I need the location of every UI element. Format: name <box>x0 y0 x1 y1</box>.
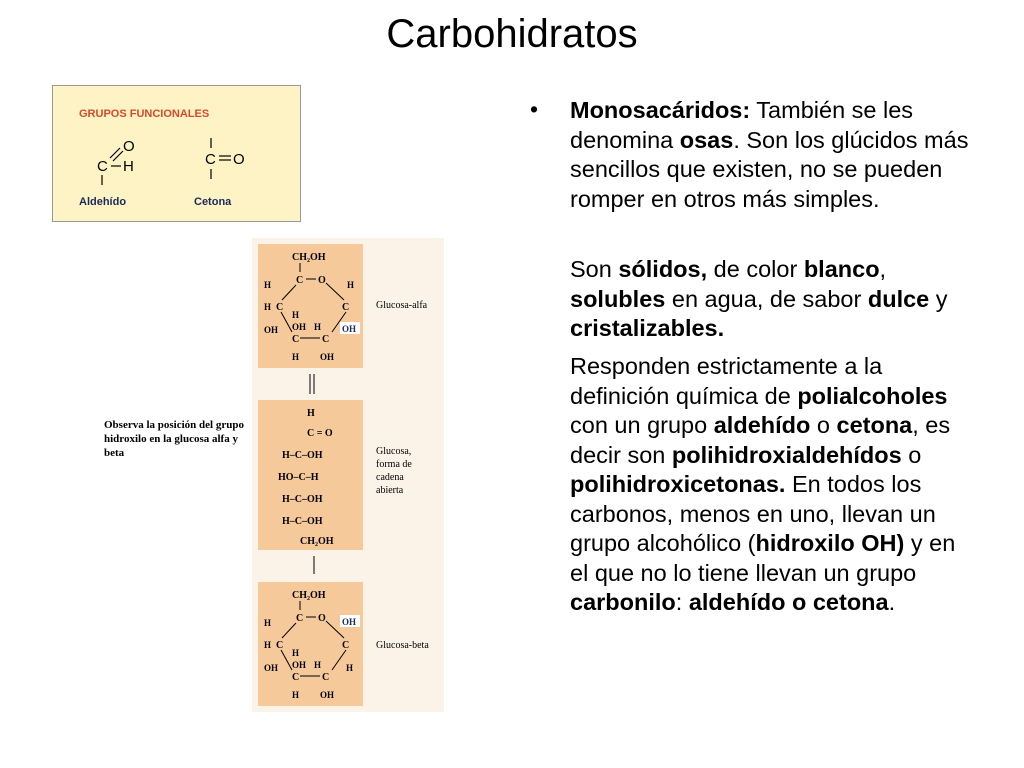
ketone-o: O <box>233 151 245 168</box>
svg-text:H: H <box>314 660 322 670</box>
p3-polihidroxialdehidos: polihidroxialdehídos <box>671 441 902 468</box>
svg-text:OH: OH <box>342 617 357 627</box>
p2-dulce: dulce <box>867 285 930 312</box>
svg-text:OH: OH <box>320 690 335 700</box>
svg-text:C: C <box>342 640 350 651</box>
svg-text:H: H <box>292 310 300 320</box>
svg-text:H: H <box>292 352 300 362</box>
svg-text:H–C–OH: H–C–OH <box>282 494 323 505</box>
paragraph-propiedades <box>570 255 970 344</box>
p2-cristalizables: cristalizables. <box>570 315 725 341</box>
p3-text-6: En todos los carbonos, menos en uno, llevan un grupo alcohólico ( <box>570 471 936 556</box>
alpha-ch2oh: CH₂OH <box>292 252 326 263</box>
svg-text:O: O <box>318 613 326 624</box>
svg-text:OH: OH <box>292 322 307 332</box>
svg-text:HO–C–H: HO–C–H <box>278 472 319 483</box>
open-label-1: Glucosa, <box>376 446 412 457</box>
paragraph-monosacaridos <box>570 96 970 214</box>
p3-hidroxilo: hidroxilo OH) <box>755 530 905 556</box>
p3-text-7: y en el que no lo tiene llevan un grupo <box>570 530 956 586</box>
p3-text-3: o <box>810 412 837 438</box>
open-label-2: forma de <box>376 459 412 470</box>
svg-text:C: C <box>276 640 284 651</box>
paragraph-definicion <box>570 352 970 618</box>
svg-text:OH: OH <box>342 324 357 334</box>
svg-text:OH: OH <box>264 325 279 335</box>
open-label-4: abierta <box>376 485 404 496</box>
glucose-figure <box>252 238 444 712</box>
p2-text-5: y <box>929 285 948 312</box>
ketone-label: Cetona <box>194 196 232 208</box>
beta-label: Glucosa-beta <box>376 640 429 651</box>
svg-text:C: C <box>292 334 300 345</box>
functional-groups-heading: GRUPOS FUNCIONALES <box>79 108 210 120</box>
svg-text:H: H <box>264 640 272 650</box>
svg-text:H: H <box>264 302 272 312</box>
p1-text: También se les denomina <box>570 97 914 153</box>
svg-text:OH: OH <box>320 352 335 362</box>
p3-aldehido: aldehído <box>713 412 811 438</box>
svg-text:C: C <box>296 613 304 624</box>
svg-text:H: H <box>307 408 315 419</box>
bullet-dot: • <box>530 96 539 122</box>
p3-text-2: con un grupo <box>570 412 714 438</box>
p2-text-4: en agua, de sabor <box>665 285 868 312</box>
svg-text:C: C <box>296 275 304 286</box>
open-label-3: cadena <box>376 472 404 483</box>
svg-text:H: H <box>314 322 322 332</box>
svg-text:H: H <box>264 280 272 290</box>
svg-text:OH: OH <box>264 663 279 673</box>
p2-solubles: solubles <box>570 285 666 312</box>
alpha-label: Glucosa-alfa <box>376 300 428 311</box>
svg-text:H–C–OH: H–C–OH <box>282 450 323 461</box>
svg-text:C: C <box>322 672 330 683</box>
p3-text-1: Responden estrictamente a la definición química de <box>570 353 883 409</box>
p3-text-9: . <box>888 589 896 615</box>
svg-text:C: C <box>292 672 300 683</box>
glucose-diagram <box>252 238 444 712</box>
functional-groups-diagram <box>53 86 300 221</box>
p2-text-2: de color <box>707 256 804 282</box>
aldehyde-c: C <box>97 158 108 175</box>
svg-text:C: C <box>322 334 330 345</box>
p3-text-8: : <box>675 589 689 615</box>
p3-aldehido-cetona: aldehído o cetona <box>688 589 889 615</box>
svg-text:H–C–OH: H–C–OH <box>282 516 323 527</box>
open-ch2oh: CH₂OH <box>300 536 334 547</box>
aldehyde-o: O <box>123 138 135 155</box>
p3-polihidroxicetonas: polihidroxicetonas. <box>570 471 786 497</box>
svg-text:C = O: C = O <box>307 428 333 439</box>
svg-text:H: H <box>264 618 272 628</box>
ketone-c: C <box>205 151 216 168</box>
functional-groups-figure <box>52 85 301 222</box>
p3-text-5: o <box>901 441 922 468</box>
p1-term: Monosacáridos: <box>570 97 751 123</box>
svg-text:OH: OH <box>292 660 307 670</box>
p3-polialcoholes: polialcoholes <box>797 382 948 409</box>
slide-title: Carbohidratos <box>386 12 638 56</box>
aldehyde-label: Aldehído <box>79 196 127 208</box>
p3-text-4: , es decir son <box>570 412 951 468</box>
glucose-side-note: Observa la posición del grupo hidroxilo en la glucosa alfa y beta <box>104 419 244 459</box>
svg-text:H: H <box>347 280 355 290</box>
p2-solidos: sólidos, <box>618 256 708 282</box>
svg-text:O: O <box>318 275 326 286</box>
p1-osas: osas <box>679 126 734 153</box>
p2-blanco: blanco <box>803 256 880 282</box>
aldehyde-h: H <box>123 158 134 175</box>
p3-carbonilo: carbonilo <box>570 589 676 615</box>
svg-text:H: H <box>292 690 300 700</box>
svg-text:H: H <box>292 648 300 658</box>
beta-ch2oh: CH₂OH <box>292 590 326 601</box>
p2-text-1: Son <box>570 256 619 282</box>
p2-text-3: , <box>879 256 887 282</box>
svg-text:H: H <box>346 663 354 673</box>
p1-text-2: . Son los glúcidos más sencillos que existen, no se pueden romper en otros más simples. <box>570 126 969 212</box>
svg-text:C: C <box>276 302 284 313</box>
p3-cetona: cetona <box>836 412 913 438</box>
svg-text:C: C <box>342 302 350 313</box>
